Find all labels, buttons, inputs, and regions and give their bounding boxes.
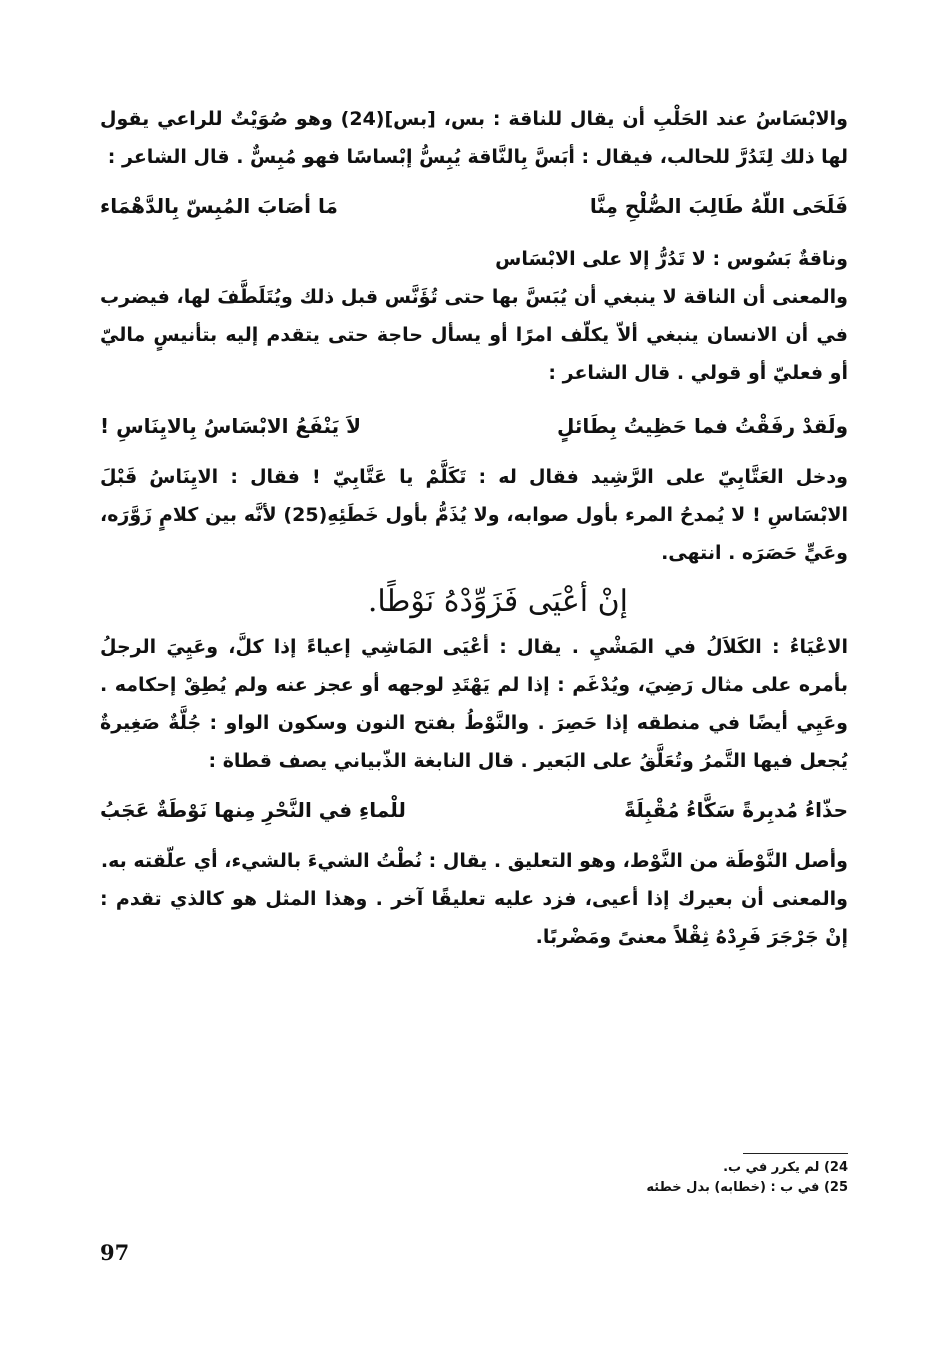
paragraph-meaning-1: والمعنى أن الناقة لا ينبغي أن يُبَسَّ بها حتى تُؤَنَّس قبل ذلك ويُتَلَطَّفَ لها، فيضرب في أن الانسان ينبغي ألاّ يكلّف امرًا أو يسأل حاجة حتى يتقدم إليه بتأنيسٍ ماليّ أو فعليّ أو قولي . قال الشاعر :	[100, 286, 848, 384]
footnote-24: 24) لم يكرر في ب.	[723, 1160, 848, 1175]
verse-2-second-hemistich: لاَ يَنْفَعُ الابْسَاسُ بِالايِنَاسِ !	[100, 414, 362, 438]
verse-line-3	[100, 790, 848, 830]
verse-1-second-hemistich: مَا أصَابَ المُبِسّ بِالدَّهْمَاء	[100, 194, 338, 218]
verse-line-2	[100, 406, 848, 446]
paragraph-meaning-2: والمعنى أن بعيرك إذا أعيى، فزد عليه تعليقًا آخر . وهذا المثل هو كالذي تقدم : إنْ جَرْجَرَ فَرِدْهُ ثِقْلاً معنىً ومَضْربًا.	[100, 888, 848, 948]
paragraph-attabi-anecdote: ودخل العَتَّابِيّ على الرَّشِيد فقال له : تَكَلَّمْ يا عَتَّابِيّ ! فقال : الايِنَاسُ قَبْلَ الابْسَاسِ ! لا يُمدحُ المرء بأول صوابه، ولا يُذَمُّ بأول خَطَئِهِ(25) لأنَّه بين كلامٍ زَوَّرَه، وعَيٍّ حَصَرَه . انتهى.	[100, 466, 849, 564]
verse-3-first-hemistich: حذّاءُ مُدبِرةً سَكَّاءُ مُقْبِلَةً	[624, 798, 848, 822]
paragraph-iya-definition: الاعْيَاءُ : الكَلاَلُ في المَشْيِ . يقال : أعْيَى المَاشِي إعياءً إذا كلَّ، وعَيِيَ الرجلُ بأمره على مثال رَضِيَ، ويُدْغَم : إذا لم يَهْتَدِ لوجهه أو عجز عنه ولم يُطِقْ إحكامه . وعَيِي أيضًا في منطقه إذا حَصِرَ . والنَّوْطُ بفتح النون وسكون الواو : جُلَّةٌ صَغِيرةٌ يُجعل فيها التَّمرُ وتُعَلَّقُ على البَعير . قال النابغة الذّبياني يصف قطاة :	[100, 636, 848, 772]
proverb-heading: إنْ أعْيَى فَزَوِّدْهُ نَوْطًا.	[367, 584, 628, 619]
page-number: 97	[100, 1240, 130, 1265]
verse-2-first-hemistich: ولَقدْ رفَقْتُ فما حَظِيتُ بِطَائلٍ	[556, 414, 848, 438]
footnote-25: 25) في ب : (خطابه) بدل خطئه	[646, 1180, 848, 1195]
verse-line-1	[100, 186, 848, 226]
verse-3-second-hemistich: للْماءِ في النَّحْرِ مِنها نَوْطَةٌ عَجَبُ	[100, 798, 406, 822]
main-text	[100, 100, 848, 956]
paragraph-nawta-origin: وأصل النَّوْطَة من النَّوْط، وهو التعليق . يقال : نُطْتُ الشيءَ بالشيء، أي علّقته به.	[100, 850, 848, 872]
footnote-divider	[743, 1153, 848, 1154]
paragraph-basus: وناقةٌ بَسُوس : لا تَدُرُّ إلا على الابْسَاس	[495, 248, 848, 270]
verse-1-first-hemistich: فَلَحَى اللّهُ طَالِبَ الصُّلْحِ مِنَّا	[589, 194, 848, 218]
paragraph-ibsas-definition: والابْسَاسُ عند الحَلْبِ أن يقال للناقة : بس، [بس](24) وهو صُوَيْتٌ للراعي يقول لها ذلك لِتَدُرَّ للحالب، فيقال : أبَسَّ بِالنَّاقة يُبِسُّ إبْساسًا فهو مُبِسٌّ . قال الشاعر :	[100, 108, 848, 168]
footnotes	[500, 1158, 848, 1198]
